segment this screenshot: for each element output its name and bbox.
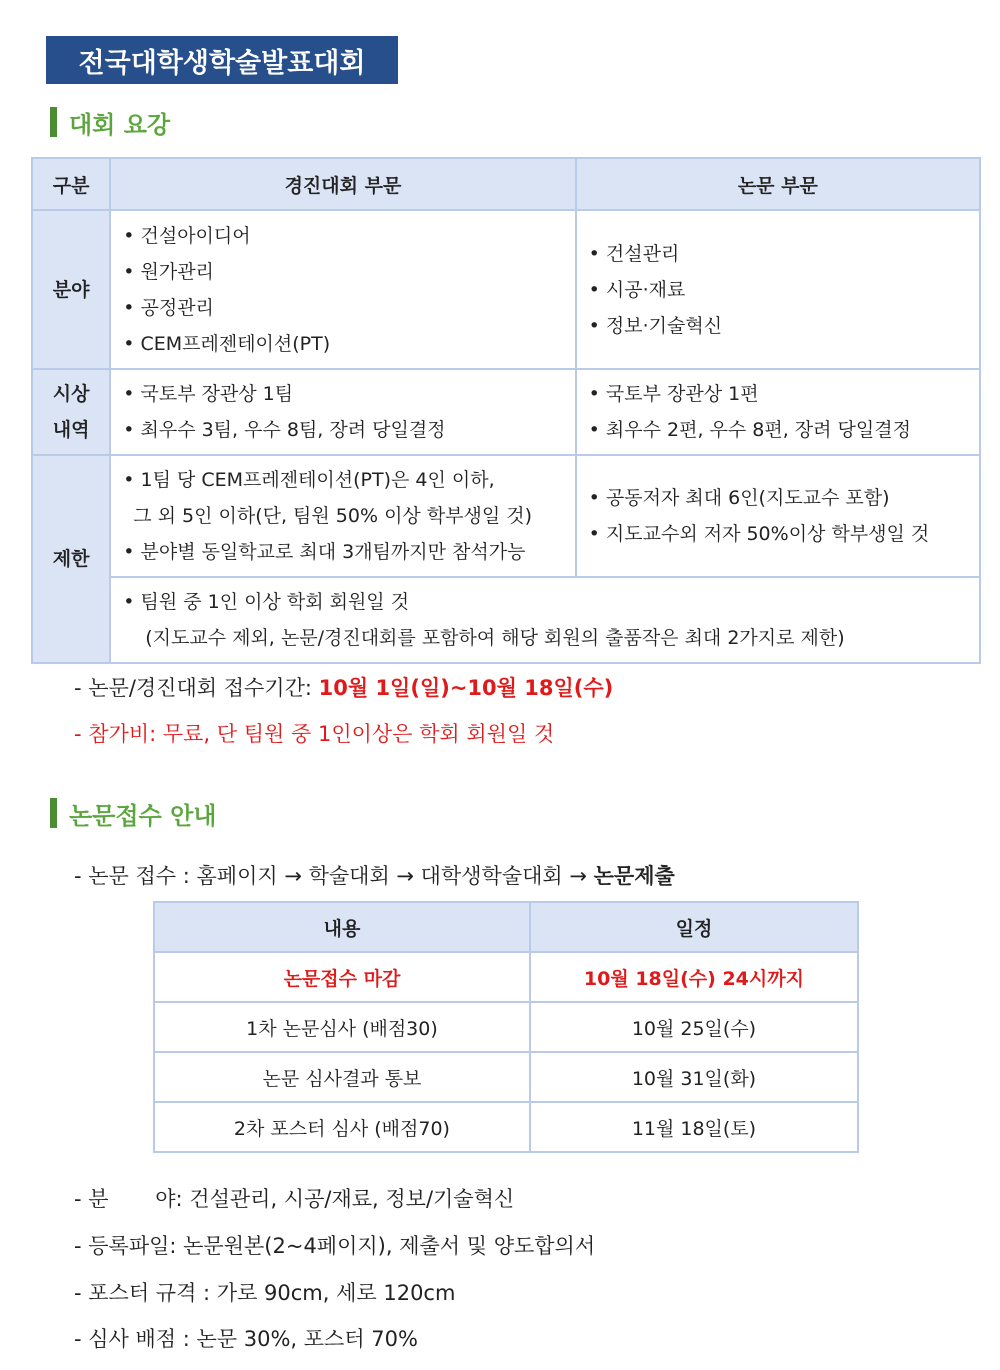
- schedule-item: 논문 심사결과 통보: [154, 1052, 530, 1102]
- limit-label: 제한: [32, 455, 110, 663]
- award-paper-cell: [576, 369, 980, 455]
- fee-note: - 참가비: 무료, 단 팀원 중 1인이상은 학회 회원일 것: [74, 722, 555, 746]
- list-item: • 원가관리: [123, 260, 214, 283]
- list-item: • 건설관리: [588, 242, 680, 265]
- schedule-date: 10월 31일(화): [530, 1052, 858, 1102]
- limit-row: [32, 455, 980, 577]
- section-bar-icon: [50, 107, 57, 137]
- list-item: • 국토부 장관상 1팀: [123, 383, 294, 405]
- schedule-header-date: 일정: [530, 902, 858, 952]
- submit-path-final: 논문제출: [593, 864, 675, 888]
- overview-header-row: [32, 158, 980, 210]
- list-item: • 공동저자 최대 6인(지도교수 포함): [588, 487, 890, 509]
- period-value: 10월 1일(일)~10월 18일(수): [318, 676, 614, 700]
- schedule-header-row: [154, 902, 858, 952]
- list-item: • 지도교수외 저자 50%이상 학부생일 것: [588, 523, 930, 545]
- files-note: - 등록파일: 논문원본(2~4페이지), 제출서 및 양도합의서: [74, 1234, 596, 1258]
- schedule-item: 논문접수 마감: [154, 952, 530, 1002]
- field-row: [32, 210, 980, 369]
- list-item: • 공정관리: [123, 296, 214, 319]
- limit-contest-cell: [110, 455, 575, 577]
- schedule-date: 10월 25일(수): [530, 1002, 858, 1052]
- submit-path-prefix: - 논문 접수 : 홈페이지 → 학술대회 → 대학생학술대회 →: [74, 864, 594, 888]
- schedule-item: 1차 논문심사 (배점30): [154, 1002, 530, 1052]
- table-row: [154, 1102, 858, 1152]
- table-row: [154, 1002, 858, 1052]
- schedule-header-item: 내용: [154, 902, 530, 952]
- section-heading-submission: [50, 797, 216, 829]
- period-note: [74, 672, 613, 702]
- schedule-table: [153, 901, 859, 1153]
- header-contest: 경진대회 부문: [110, 158, 575, 210]
- field-paper-cell: [576, 210, 980, 369]
- list-item: • 팀원 중 1인 이상 학회 회원일 것: [123, 591, 410, 613]
- section-heading-text: 대회 요강: [69, 110, 171, 139]
- limit-paper-cell: [576, 455, 980, 577]
- schedule-item: 2차 포스터 심사 (배점70): [154, 1102, 530, 1152]
- list-item: • 정보·기술혁신: [588, 314, 723, 337]
- list-item: • 국토부 장관상 1편: [588, 383, 759, 405]
- overview-table: [31, 157, 981, 664]
- field-label: 분야: [32, 210, 110, 369]
- list-item: (지도교수 제외, 논문/경진대회를 포함하여 해당 회원의 출품작은 최대 2가지로 제한): [145, 627, 845, 649]
- award-label-line2: 내역: [52, 419, 90, 441]
- list-item: 그 외 5인 이하(단, 팀원 50% 이상 학부생일 것): [133, 505, 533, 527]
- header-paper: 논문 부문: [576, 158, 980, 210]
- period-label: - 논문/경진대회 접수기간:: [74, 676, 319, 700]
- section-heading-text: 논문접수 안내: [69, 801, 217, 830]
- section-heading-overview: [50, 106, 170, 138]
- award-label: [32, 369, 110, 455]
- poster-size-note: - 포스터 규격 : 가로 90cm, 세로 120cm: [74, 1281, 456, 1305]
- list-item: • 1팀 당 CEM프레젠테이션(PT)은 4인 이하,: [123, 469, 495, 491]
- limit-common-row: [32, 577, 980, 663]
- score-note: - 심사 배점 : 논문 30%, 포스터 70%: [74, 1327, 418, 1351]
- award-row: [32, 369, 980, 455]
- table-row: [154, 1052, 858, 1102]
- field-contest-cell: [110, 210, 575, 369]
- list-item: • CEM프레젠테이션(PT): [123, 332, 331, 355]
- list-item: • 시공·재료: [588, 278, 686, 301]
- field-note: - 분 야: 건설관리, 시공/재료, 정보/기술혁신: [74, 1187, 515, 1211]
- schedule-date: 10월 18일(수) 24시까지: [530, 952, 858, 1002]
- list-item: • 건설아이디어: [123, 224, 251, 247]
- schedule-date: 11월 18일(토): [530, 1102, 858, 1152]
- list-item: • 분야별 동일학교로 최대 3개팀까지만 참석가능: [123, 541, 526, 563]
- table-row: [154, 952, 858, 1002]
- header-category: 구분: [32, 158, 110, 210]
- list-item: • 최우수 2편, 우수 8편, 장려 당일결정: [588, 419, 911, 441]
- section-bar-icon: [50, 798, 57, 828]
- list-item: • 최우수 3팀, 우수 8팀, 장려 당일결정: [123, 419, 446, 441]
- limit-common-cell: [110, 577, 980, 663]
- award-label-line1: 시상: [52, 383, 90, 405]
- page-title: 전국대학생학술발표대회: [46, 36, 398, 84]
- submit-path-note: [74, 860, 675, 890]
- award-contest-cell: [110, 369, 575, 455]
